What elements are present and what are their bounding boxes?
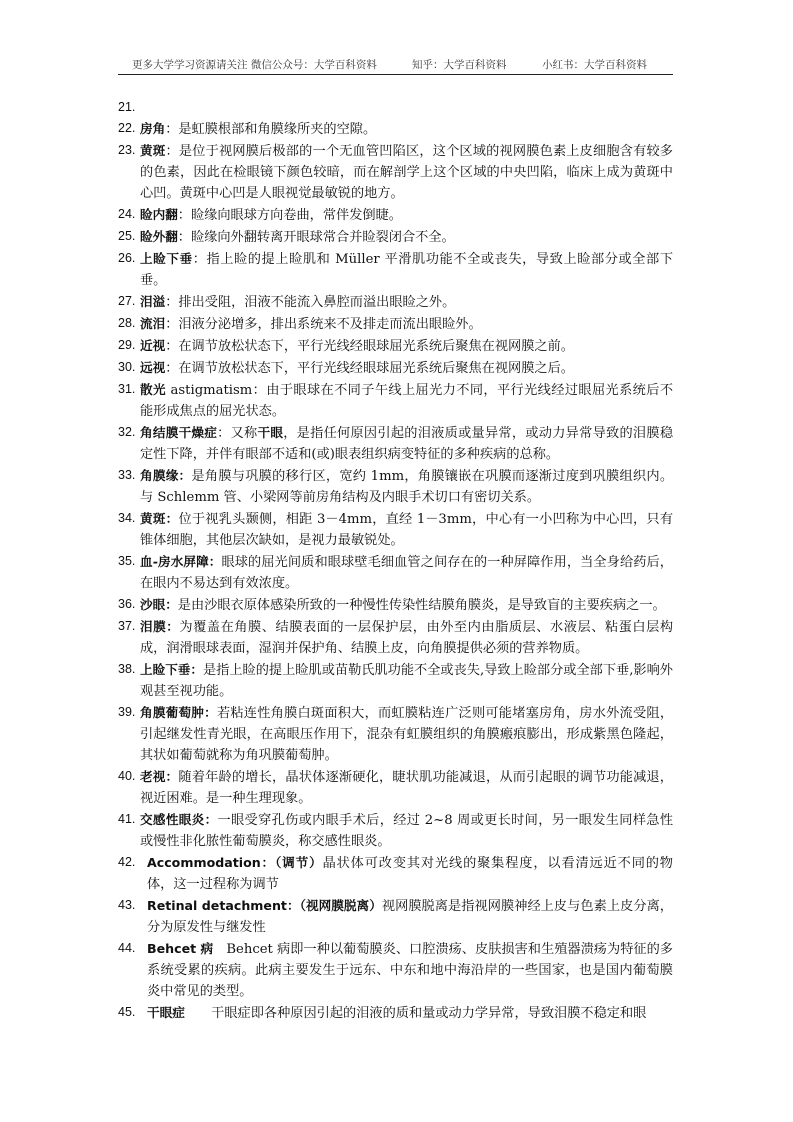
item-number: 24. xyxy=(118,207,136,221)
item-term: 角膜缘： xyxy=(140,468,192,483)
glossary-item xyxy=(118,938,673,1002)
item-number: 21. xyxy=(118,100,136,114)
glossary-item xyxy=(118,508,673,551)
item-term: Retinal detachment：（视网膜脱离） xyxy=(147,898,382,913)
item-definition: 是由沙眼衣原体感染所致的一种慢性传染性结膜角膜炎，是导致盲的主要疾病之一。 xyxy=(177,598,666,613)
item-definition: 是指上睑的提上睑肌或苗勒氏肌功能不全或丧失,导致上睑部分或全部下垂,影响外观甚至视功能。 xyxy=(140,663,673,699)
item-definition: 若粘连性角膜白斑面积大，而虹膜粘连广泛则可能堵塞房角，房水外流受阻，引起继发性青光眼，在高眼压作用下，混杂有虹膜组织的角膜瘢痕膨出，形成紫黑色隆起，其状如葡萄就称为角巩膜葡萄肿。 xyxy=(140,706,674,763)
item-number: 36. xyxy=(118,597,136,611)
item-number: 34. xyxy=(118,511,136,525)
item-term: 角结膜干燥症 xyxy=(140,425,218,440)
item-number: 42. xyxy=(118,855,136,869)
glossary-item xyxy=(118,118,673,140)
item-term: 泪溢 xyxy=(140,294,166,309)
item-number: 29. xyxy=(118,338,136,352)
item-term: 远视 xyxy=(140,360,166,375)
glossary-item xyxy=(118,357,673,379)
item-number: 38. xyxy=(118,662,136,676)
glossary-item xyxy=(118,702,673,766)
header-zhihu: 知乎：大学百科资料 xyxy=(412,59,507,71)
item-definition: ：是位于视网膜后极部的一个无血管凹陷区，这个区域的视网膜色素上皮细胞含有较多的色素，因此在检眼镜下颜色较暗，而在解剖学上这个区域的中央凹陷，临床上成为黄斑中心凹。黄斑中心凹是人眼视觉最敏锐的地方。 xyxy=(140,144,673,201)
item-number: 32. xyxy=(118,425,136,439)
item-term: 睑内翻 xyxy=(140,207,178,222)
glossary-item xyxy=(118,465,673,508)
item-definition: 为覆盖在角膜、结膜表面的一层保护层，由外至内由脂质层、水液层、粘蛋白层构成，润滑眼球表面，湿润并保护角、结膜上皮，向角膜提供必须的营养物质。 xyxy=(140,620,674,656)
header-wechat: 更多大学学习资源请关注 微信公众号：大学百科资料 xyxy=(132,59,377,71)
item-definition: 晶状体可改变其对光线的聚集程度，以看清远近不同的物体，这一过程称为调节 xyxy=(147,856,673,892)
item-term: 泪膜： xyxy=(140,619,180,634)
item-definition: Behcet 病即一种以葡萄膜炎、口腔溃疡、皮肤损害和生殖器溃疡为特征的多系统受累的疾病。此病主要发生于远东、中东和地中海沿岸的一些国家，也是国内葡萄膜炎中常见的类型。 xyxy=(147,942,673,999)
item-emphasis: 干眼 xyxy=(257,425,284,440)
page-header xyxy=(118,55,673,75)
item-number: 30. xyxy=(118,360,136,374)
item-number: 27. xyxy=(118,294,136,308)
glossary-item xyxy=(118,313,673,335)
item-term: Accommodation：（调节） xyxy=(147,855,323,870)
glossary-item xyxy=(118,204,673,226)
item-number: 37. xyxy=(118,619,136,633)
glossary-item xyxy=(118,422,673,465)
item-definition: ：是虹膜根部和角膜缘所夹的空隙。 xyxy=(165,122,377,137)
item-definition: ：泪液分泌增多，排出系统来不及排走而流出眼睑外。 xyxy=(165,317,482,332)
glossary-item xyxy=(118,140,673,204)
glossary-item xyxy=(118,1002,673,1024)
glossary-item xyxy=(118,895,673,938)
item-number: 39. xyxy=(118,705,136,719)
glossary-item xyxy=(118,594,673,616)
glossary-list xyxy=(118,97,673,1024)
header-xiaohongshu: 小红书：大学百科资料 xyxy=(542,59,647,71)
item-term: 血-房水屏障： xyxy=(140,554,222,569)
item-number: 28. xyxy=(118,316,136,330)
item-number: 35. xyxy=(118,554,136,568)
glossary-item xyxy=(118,616,673,659)
glossary-item xyxy=(118,766,673,809)
glossary-item xyxy=(118,335,673,357)
item-definition: ：又称 xyxy=(217,426,258,441)
item-definition: 随着年龄的增长，晶状体逐渐硬化，睫状肌功能减退，从而引起眼的调节功能减退，视近困难。是一种生理现象。 xyxy=(140,770,673,806)
glossary-item xyxy=(118,659,673,702)
item-number: 33. xyxy=(118,468,136,482)
item-definition: ：睑缘向外翻转离开眼球常合并睑裂闭合不全。 xyxy=(177,230,455,245)
item-number: 45. xyxy=(118,1005,136,1019)
item-number: 43. xyxy=(118,898,136,912)
item-definition: ，是指任何原因引起的泪液质或量异常，或动力异常导致的泪膜稳定性下降，并伴有眼部不适和(或)眼表组织病变特征的多种疾病的总称。 xyxy=(140,426,674,462)
item-term: 流泪 xyxy=(140,316,166,331)
item-term: 房角 xyxy=(140,121,166,136)
item-definition: ：在调节放松状态下，平行光线经眼球屈光系统后聚焦在视网膜之前。 xyxy=(165,339,574,354)
item-definition: astigmatism：由于眼球在不同子午线上屈光力不同，平行光线经过眼屈光系统后不能形成焦点的屈光状态。 xyxy=(140,383,674,419)
glossary-item xyxy=(118,248,673,291)
item-definition: 视网膜脱离是指视网膜神经上皮与色素上皮分离，分为原发性与继发性 xyxy=(147,899,673,935)
item-term: 角膜葡萄肿： xyxy=(140,705,217,720)
item-term: 上睑下垂： xyxy=(140,662,203,677)
glossary-item xyxy=(118,809,673,852)
item-term: 老视： xyxy=(140,769,179,784)
item-definition: 眼球的屈光间质和眼球壁毛细血管之间存在的一种屏障作用，当全身给药后，在眼内不易达到有效浓度。 xyxy=(140,555,673,591)
item-term: 干眼症 xyxy=(147,1005,185,1020)
item-definition: 位于视乳头颞侧，相距 3－4mm，直经 1－3mm，中心有一小凹称为中心凹，只有锥体细胞，其他层次缺如，是视力最敏锐处。 xyxy=(140,512,674,548)
item-number: 40. xyxy=(118,769,136,783)
item-definition: 干眼症即各种原因引起的泪液的质和量或动力学异常，导致泪膜不稳定和眼 xyxy=(184,1006,647,1021)
item-number: 44. xyxy=(118,941,136,955)
item-definition: ：指上睑的提上睑肌和 Müller 平滑肌功能不全或丧失，导致上睑部分或全部下垂。 xyxy=(140,252,674,288)
item-number: 22. xyxy=(118,121,136,135)
glossary-item xyxy=(118,852,673,895)
item-term: 沙眼： xyxy=(140,597,178,612)
item-term: 黄斑： xyxy=(140,511,179,526)
item-definition: 一眼受穿孔伤或内眼手术后，经过 2~8 周或更长时间，另一眼发生同样急性或慢性非化脓性葡萄膜炎，称交感性眼炎。 xyxy=(140,813,674,849)
glossary-item xyxy=(118,226,673,248)
item-number: 25. xyxy=(118,229,136,243)
item-number: 23. xyxy=(118,143,136,157)
item-number: 41. xyxy=(118,812,136,826)
item-term: 散光 xyxy=(140,382,166,397)
item-definition: ：在调节放松状态下，平行光线经眼球屈光系统后聚焦在视网膜之后。 xyxy=(165,361,574,376)
item-term: 上睑下垂 xyxy=(140,251,193,266)
item-definition: 是角膜与巩膜的移行区，宽约 1mm，角膜镶嵌在巩膜而逐渐过度到巩膜组织内。与 Schlemm 管、小梁网等前房角结构及内眼手术切口有密切关系。 xyxy=(140,469,674,505)
item-number: 31. xyxy=(118,382,136,396)
item-term: 睑外翻 xyxy=(140,229,178,244)
item-number: 26. xyxy=(118,251,136,265)
glossary-item xyxy=(118,291,673,313)
glossary-item xyxy=(118,379,673,422)
glossary-item xyxy=(118,551,673,594)
glossary-item xyxy=(118,97,673,118)
item-definition: ：排出受阻，泪液不能流入鼻腔而溢出眼睑之外。 xyxy=(165,295,456,310)
item-term: Behcet 病 xyxy=(147,941,214,956)
item-term: 交感性眼炎： xyxy=(140,812,218,827)
item-term: 近视 xyxy=(140,338,166,353)
item-definition: ：睑缘向眼球方向卷曲，常伴发倒睫。 xyxy=(177,208,402,223)
item-term: 黄斑 xyxy=(140,143,166,158)
